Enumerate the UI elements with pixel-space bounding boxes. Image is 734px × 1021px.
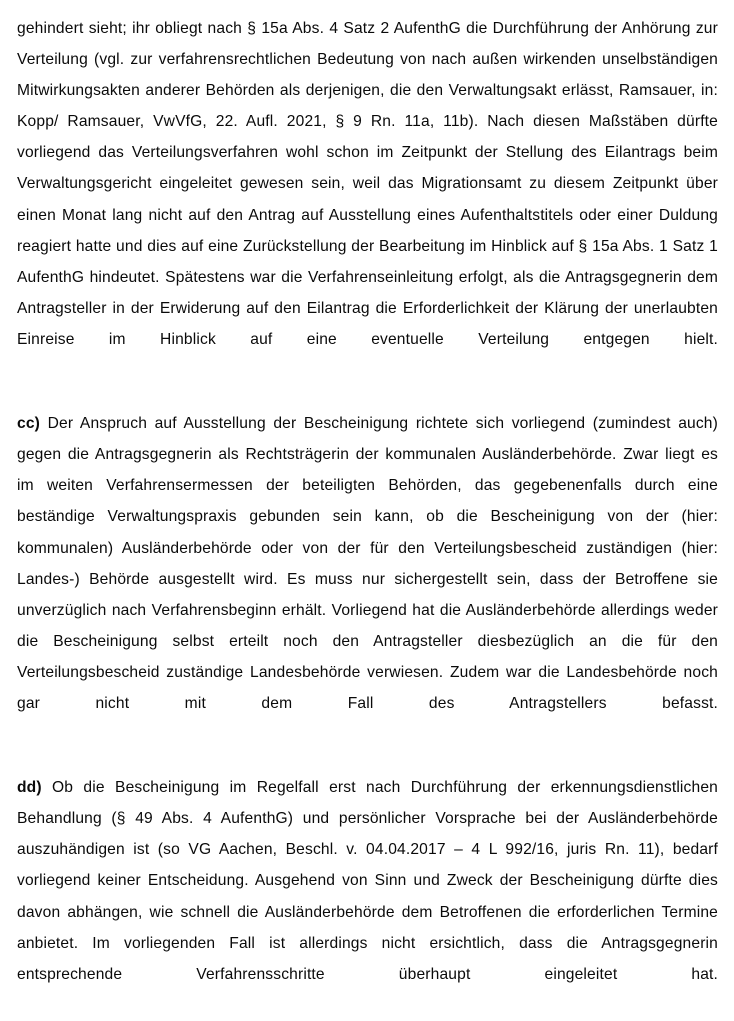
paragraph-continuation — [17, 13, 718, 386]
paragraph-marker-dd: dd) — [17, 779, 42, 797]
paragraph-text: gehindert sieht; ihr obliegt nach § 15a Abs. 4 Satz 2 AufenthG die Durchführung der Anhörung zur Verteilung (vgl. zur verfahrensrechtlichen Bedeutung von nach außen wirkenden unselbständigen Mitwirkungsakten anderer Behörden als derjenigen, die den Verwaltungsakt erlässt, Ramsauer, in: Kopp/ Ramsauer, VwVfG, 22. Aufl. 2021, § 9 Rn. 11a, 11b). Nach diesen Maßstäben dürfte vorliegend das Verteilungsverfahren wohl schon im Zeitpunkt der Stellung des Eilantrags beim Verwaltungsgericht eingeleitet gewesen sein, weil das Migrationsamt zu diesem Zeitpunkt über einen Monat lang nicht auf den Antrag auf Ausstellung eines Aufenthaltstitels oder einer Duldung reagiert hatte und dies auf eine Zurückstellung der Bearbeitung im Hinblick auf § 15a Abs. 1 Satz 1 AufenthG hindeutet. Spätestens war die Verfahrenseinleitung erfolgt, als die Antragsgegnerin dem Antragsteller in der Erwiderung auf den Eilantrag die Erforderlichkeit der Klärung der unerlaubten Einreise im Hinblick auf eine eventuelle Verteilung entgegen hielt. — [17, 20, 718, 348]
paragraph-marker-cc: cc) — [17, 415, 41, 433]
paragraph-text-cc: Der Anspruch auf Ausstellung der Bescheinigung richtete sich vorliegend (zumindest auch) gegen die Antragsgegnerin als Rechtsträgerin der kommunalen Ausländerbehörde. Zwar liegt es im weiten Verfahrensermessen der beteiligten Behörden, das gegebenenfalls durch eine beständige Verwaltungspraxis gebunden sein kann, ob die Bescheinigung von der (hier: kommunalen) Ausländerbehörde oder von der für den Verteilungsbescheid zuständigen (hier: Landes-) Behörde ausgestellt wird. Es muss nur sichergestellt sein, dass der Betroffene sie unverzüglich nach Verfahrensbeginn erhält. Vorliegend hat die Ausländerbehörde allerdings weder die Bescheinigung selbst erteilt noch den Antragsteller diesbezüglich an die für den Verteilungsbescheid zuständige Landesbehörde verwiesen. Zudem war die Landesbehörde noch gar nicht mit dem Fall des Antragstellers befasst. — [17, 415, 718, 712]
paragraph-dd — [17, 772, 718, 1021]
paragraph-cc — [17, 408, 718, 750]
paragraph-text-dd: Ob die Bescheinigung im Regelfall erst nach Durchführung der erkennungsdienstlichen Behandlung (§ 49 Abs. 4 AufenthG) und persönlicher Vorsprache bei der Ausländerbehörde auszuhändigen ist (so VG Aachen, Beschl. v. 04.04.2017 – 4 L 992/16, juris Rn. 11), bedarf vorliegend keiner Entscheidung. Ausgehend von Sinn und Zweck der Bescheinigung dürfte dies davon abhängen, wie schnell die Ausländerbehörde dem Betroffenen die erforderlichen Termine anbietet. Im vorliegenden Fall ist allerdings nicht ersichtlich, dass die Antragsgegnerin entsprechende Verfahrensschritte überhaupt eingeleitet hat. — [17, 779, 718, 983]
